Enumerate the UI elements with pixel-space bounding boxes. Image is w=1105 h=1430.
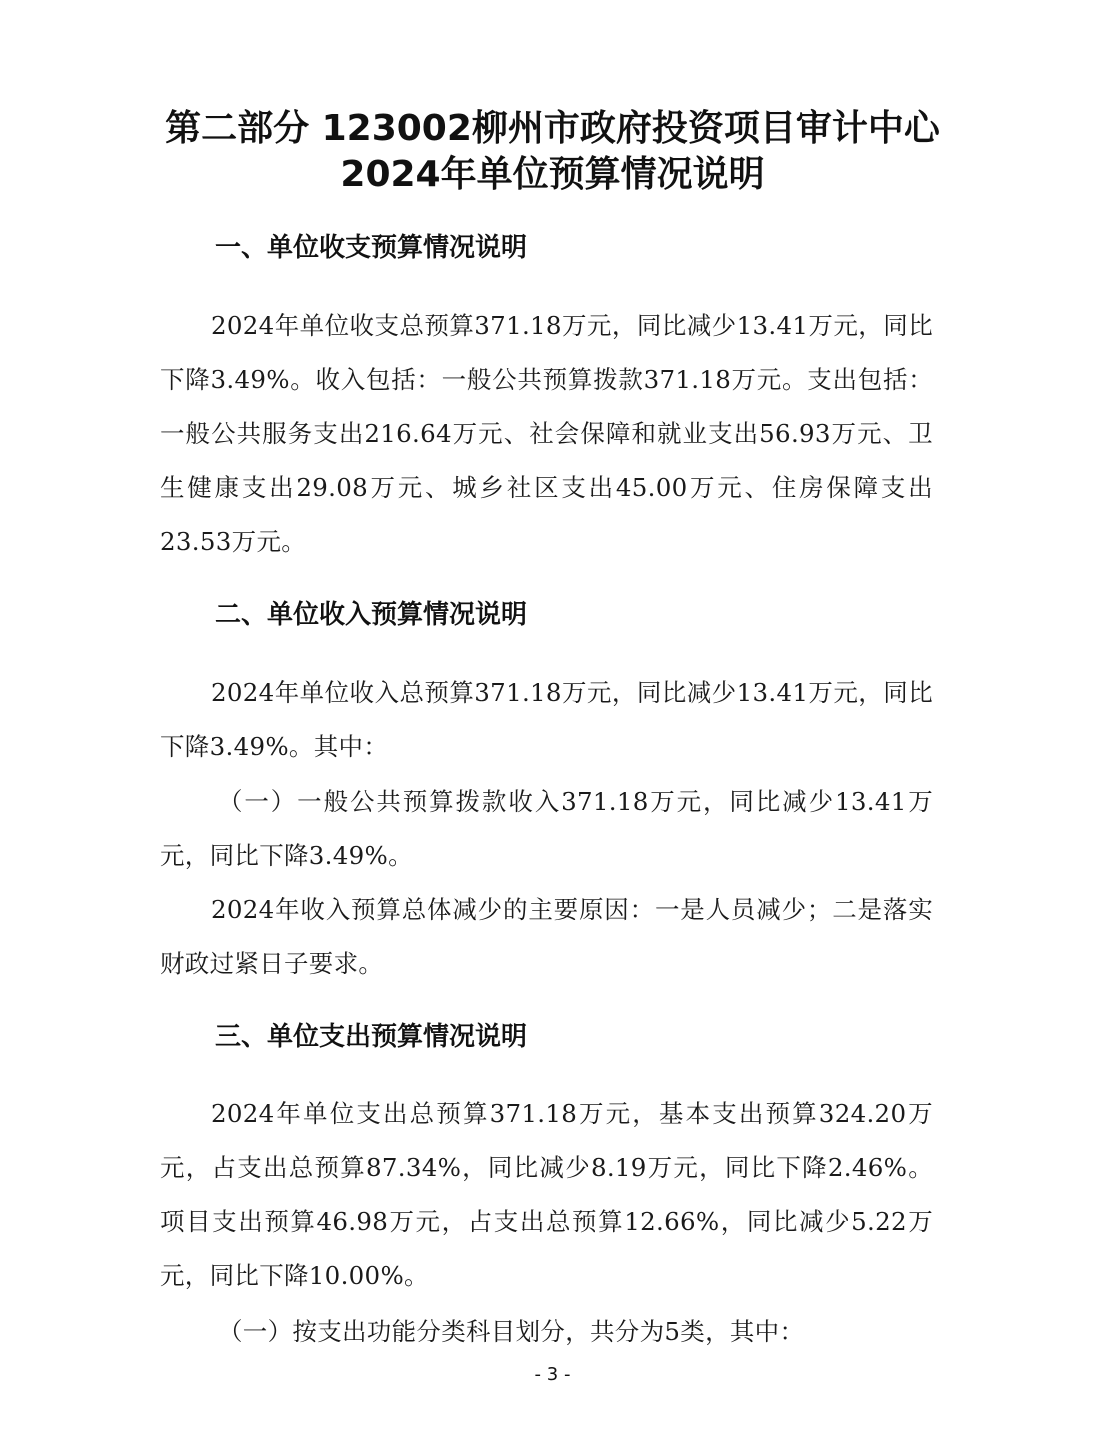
paragraph-income-expenditure-summary: 2024年单位收支总预算371.18万元，同比减少13.41万元，同比下降3.49%。收入包括：一般公共预算拨款371.18万元。支出包括：一般公共服务支出216.64万元、社会保障和就业支出56.93万元、卫生健康支出29.08万元、城乡社区支出45.00万元、住房保障支出23.53万元。 (160, 311, 933, 556)
section-heading-expenditure: 三、单位支出预算情况说明 (215, 1022, 528, 1052)
paragraph-expenditure-summary: 2024年单位支出总预算371.18万元，基本支出预算324.20万元，占支出总预算87.34%，同比减少8.19万元，同比下降2.46%。项目支出预算46.98万元，占支出总预算12.66%，同比减少5.22万元，同比下降10.00%。 (160, 1099, 933, 1290)
paragraph-functional-classification: （一）按支出功能分类科目划分，共分为5类，其中： (218, 1317, 805, 1346)
document-title: 第二部分 123002柳州市政府投资项目审计中心2024年单位预算情况说明 (165, 108, 940, 195)
section-heading-income: 二、单位收入预算情况说明 (215, 600, 528, 630)
paragraph-income-summary: 2024年单位收入总预算371.18万元，同比减少13.41万元，同比下降3.49%。其中： (160, 678, 933, 761)
section-heading-income-expenditure: 一、单位收支预算情况说明 (215, 233, 528, 263)
paragraph-income-decrease-reason: 2024年收入预算总体减少的主要原因：一是人员减少；二是落实财政过紧日子要求。 (160, 895, 933, 978)
page-number: - 3 - (534, 1364, 571, 1385)
paragraph-general-budget-income: （一）一般公共预算拨款收入371.18万元，同比减少13.41万元，同比下降3.49%。 (160, 787, 933, 870)
